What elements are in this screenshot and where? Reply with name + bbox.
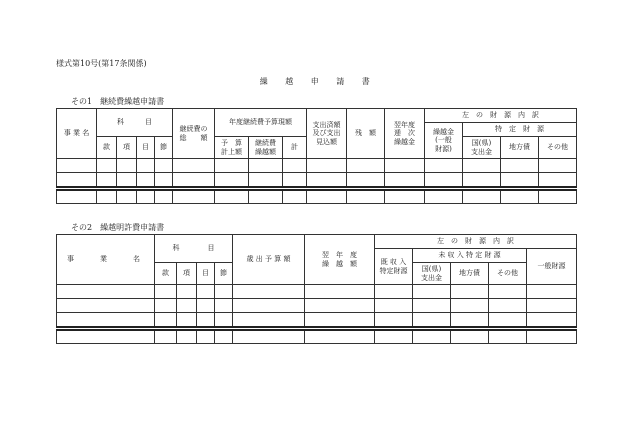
- s1-header-subject: 科 目: [97, 109, 173, 137]
- s1-header-project: 事 業 名: [57, 109, 97, 159]
- s1-header-budget-planned: 予 算 計上額: [215, 137, 249, 159]
- s1-header-kan: 款: [97, 137, 117, 159]
- s1-header-specific: 特 定 財 源: [463, 123, 577, 137]
- carryover-permit-table: [56, 234, 577, 344]
- table-row: [57, 299, 577, 313]
- s1-header-remain: 残 額: [347, 109, 385, 159]
- table-row: [57, 313, 577, 327]
- s2-header-pref: 国(県) 支出金: [413, 263, 451, 285]
- s2-header-next: 翌 年 度 繰 越 額: [305, 235, 375, 285]
- table-row: [57, 159, 577, 173]
- s1-header-pref: 国(県) 支出金: [463, 137, 501, 159]
- s1-header-kou: 項: [117, 137, 137, 159]
- continuing-expense-table: [56, 108, 577, 204]
- s2-header-other: その他: [489, 263, 527, 285]
- s2-header-budget: 歳 出 予 算 額: [233, 235, 305, 285]
- s1-header-moku: 目: [137, 137, 155, 159]
- section1-title: その1 継続費繰越申請書: [71, 97, 165, 106]
- table-row: [57, 190, 577, 204]
- form-number: 様式第10号(第17条関係): [56, 59, 147, 68]
- document-title: 繰 越 申 請 書: [259, 77, 371, 86]
- s1-header-carry-general: 繰越金 (一般 財源): [425, 123, 463, 159]
- table-row: [57, 330, 577, 344]
- s2-header-kou: 項: [177, 263, 197, 285]
- s1-header-total: 継続費の 総 額: [173, 109, 215, 159]
- table-row: [57, 285, 577, 299]
- s1-header-other: その他: [539, 137, 577, 159]
- s2-header-project: 事 業 名: [57, 235, 155, 285]
- table-row: [57, 173, 577, 187]
- s2-header-kan: 款: [155, 263, 177, 285]
- s1-header-budget-carry: 継続費 繰越額: [249, 137, 283, 159]
- s1-header-budget: 年度継続費予算現額: [215, 109, 307, 137]
- s2-header-general: 一般財源: [527, 249, 577, 285]
- s1-header-setsu: 節: [155, 137, 173, 159]
- s2-header-unreceived: 未 収 入 特 定 財 源: [413, 249, 527, 263]
- s1-header-paid: 支出済額 及び支出 見込額: [307, 109, 347, 159]
- s1-header-source: 左 の 財 源 内 訳: [425, 109, 577, 123]
- s2-header-subject: 科 目: [155, 235, 233, 263]
- s2-header-received: 既 収 入 特定財源: [375, 249, 413, 285]
- s2-header-local: 地方債: [451, 263, 489, 285]
- s2-header-setsu: 節: [215, 263, 233, 285]
- s2-header-source: 左 の 財 源 内 訳: [375, 235, 577, 249]
- s1-header-local: 地方債: [501, 137, 539, 159]
- s1-header-next: 翌年度 逓 次 繰越金: [385, 109, 425, 159]
- s1-header-budget-sum: 計: [283, 137, 307, 159]
- section2-title: その2 繰越明許費申請書: [71, 223, 165, 232]
- s2-header-moku: 目: [197, 263, 215, 285]
